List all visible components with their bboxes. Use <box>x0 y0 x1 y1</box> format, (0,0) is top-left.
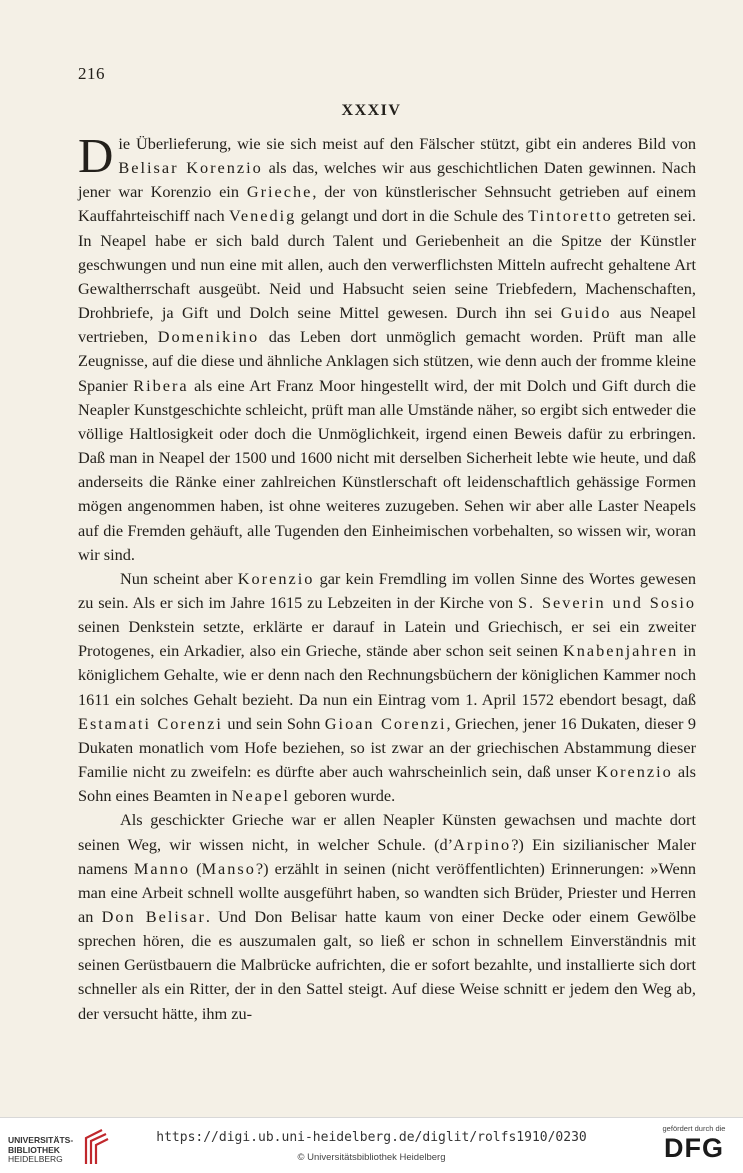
emphasized-name: Domenikino <box>157 327 260 347</box>
emphasized-name: Gioan Corenzi <box>324 713 447 733</box>
paragraph-2 <box>78 567 696 809</box>
text-run: gelangt und dort in die Schule des <box>296 206 529 226</box>
text-run: in königlichem Gehalte, wie er denn nach den Rechnungsbüchern der königlichen Kammer noch 1611 ein solches Gehalt bezieht. Da nun ein Eintrag vom 1. April 1572 ebendort besagt, daß <box>78 641 696 709</box>
dfg-wordmark: DFG <box>664 1133 724 1163</box>
text-run: aus Neapel vertrieben, <box>78 303 697 347</box>
footer <box>0 1117 743 1173</box>
text-run: und sein Sohn <box>222 713 325 733</box>
permalink-url[interactable]: https://digi.ub.uni-heidelberg.de/diglit/rolfs1910/0230 <box>156 1130 587 1145</box>
library-name-line1: UNIVERSITÄTS- <box>8 1135 74 1145</box>
emphasized-name: Guido <box>560 303 612 323</box>
text-run: ( <box>190 858 202 878</box>
text-run: gar kein Fremdling im vollen Sinne des Wortes gewesen zu sein. Als er sich im Jahre 1615 zu Lebzeiten in der Kirche von <box>78 568 696 612</box>
emphasized-name: Venedig <box>228 206 297 226</box>
emphasized-name: Knabenjahren <box>563 641 679 661</box>
text-run: getreten sei. In Neapel habe er sich bald durch Talent und Geriebenheit an die Spitze der Künstler geschwungen und nun eine mit allen, auch den verwerflichsten Mitteln aufrecht gehaltene Art Gewaltherrschaft ausgeübt. Neid und Habsucht seien seine Triebfedern, Machenschaften, Drohbriefe, ja Gift und Dolch seine Mittel gewesen. Durch ihn sei <box>78 206 697 323</box>
text-run: ie Überlieferung, wie sie sich meist auf den Fälscher stützt, gibt ein anderes Bild von <box>118 134 696 153</box>
emphasized-name: Estamati Corenzi <box>78 713 223 733</box>
emphasized-name: Korenzio <box>596 762 673 782</box>
text-run: als Sohn eines Beamten in <box>78 762 696 806</box>
emphasized-name: Tintoretto <box>528 206 613 226</box>
emphasized-name: Manso <box>201 858 256 878</box>
chapter-heading: XXXIV <box>341 102 402 119</box>
emphasized-name: Ribera <box>133 375 189 395</box>
page-number: 216 <box>78 64 105 83</box>
emphasized-name: Manno <box>133 858 190 878</box>
funding-label: gefördert durch die <box>662 1124 726 1133</box>
emphasized-name: Arpino <box>453 834 512 854</box>
text-run: das Leben dort unmöglich gemacht worden. Prüft man alle Zeugnisse, auf die diese und ähnliche Anklagen sich stützen, wie denn auch der fromme kleine Spanier <box>78 327 696 395</box>
emphasized-name: Don Belisar <box>101 907 206 926</box>
copyright-notice: © Universitätsbibliothek Heidelberg <box>297 1152 446 1163</box>
text-run: ?) erzählt in seinen (nicht veröffentlichten) Erinnerungen: »Wenn man eine Arbeit schnell wollte ausgeführt haben, so wandten sich Brüder, Priester und Herren an <box>78 858 696 926</box>
text-run: geboren wurde. <box>289 786 396 806</box>
drop-cap: D <box>78 128 114 183</box>
text-run: . Und Don Belisar hatte kaum von einer Decke oder einem Gewölbe sprechen hören, die es auszumalen galt, so ließ er schon in schnellem Einverständnis mit seinen Gerüstbauern die Malbrücke aufrichten, die er sofort bezahlte, und installierte sich dort schneller als ein Ritter, der in den Sattel steigt. Auf diese Weise schnitt er jedem den Weg ab, der versucht hätte, ihm zu- <box>78 907 697 1023</box>
emphasized-name: Neapel <box>231 786 290 806</box>
text-run: , Griechen, jener 16 Dukaten, dieser 9 Dukaten monatlich vom Hofe beziehen, so ist zwar an der griechischen Abstammung dieser Familie nicht zu zweifeln: es dürfte aber auch wahrscheinlich sein, daß unser <box>78 713 696 782</box>
emphasized-name: Belisar Korenzio <box>118 158 263 178</box>
paragraph-1 <box>78 128 697 567</box>
text-run: ?) Ein sizilianischer Maler namens <box>78 834 696 878</box>
text-run: als eine Art Franz Moor hingestellt wird, der mit Dolch und Gift durch die Neapler Kunstgeschichte schleicht, prüft man alle Umstände näher, so ergibt sich entweder die völlige Haltlosigkeit oder doch die Unmöglichkeit, irgend einen Beweis dafür zu erbringen. Daß man in Neapel der 1500 und 1600 nicht mit derselben Sicherheit lebte wie heute, und daß anderseits die Ränke einer zahlreichen Künstlerschaft oft leidenschaftlich gehässige Formen mögen angenommen haben, ist ohne weiteres zuzugeben. Sehen wir aber alle Laster Neapels auf die Fremden gehäuft, alle Tugenden den Einheimischen vorbehalten, so wissen wir, woran wir sind. <box>78 375 696 564</box>
text-run: Als geschickter Grieche war er allen Neapler Künsten gewachsen und machte dort seinen Weg, wir wissen nicht, in welcher Schule. (d’ <box>78 810 696 854</box>
paragraph-3 <box>78 808 696 1025</box>
emphasized-name: Grieche <box>246 182 313 202</box>
text-run: Nun scheint aber <box>120 568 238 588</box>
library-name-line3: HEIDELBERG <box>8 1154 63 1164</box>
text-run: seinen Denkstein setzte, erklärte er darauf in Latein und Griechisch, er sei ein zweiter Protogenes, ein Arkadier, also ein Grieche, stände aber schon seit seinen <box>78 617 696 661</box>
text-run: , der von künstlerischer Sehnsucht getrieben auf einem Kauffahrteischiff nach <box>78 182 696 226</box>
dfg-logo[interactable] <box>655 1124 733 1168</box>
text-run: als das, welches wir aus geschichtlichen Daten gewinnen. Nach jener war Korenzio ein <box>78 158 696 202</box>
emphasized-name: Korenzio <box>237 568 315 588</box>
text-body <box>78 128 697 1026</box>
emphasized-name: S. Severin und Sosio <box>517 592 696 612</box>
library-name-line2: BIBLIOTHEK <box>8 1144 60 1155</box>
